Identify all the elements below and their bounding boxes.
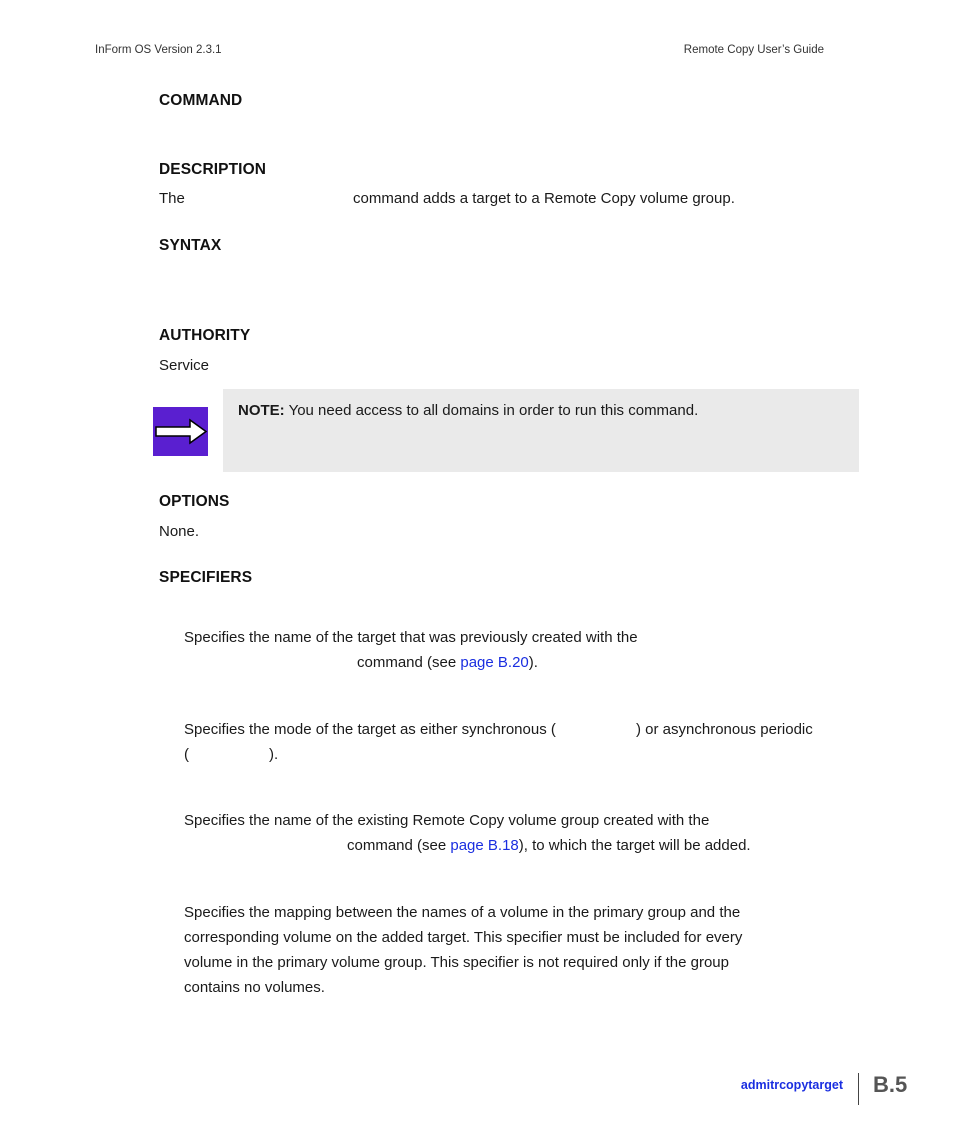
running-header-right: Remote Copy User’s Guide [683, 44, 824, 56]
note-message: You need access to all domains in order to run this command. [288, 402, 699, 419]
specifier-mapping-line4: contains no volumes. [184, 979, 325, 996]
specifier-mode-line1a: Specifies the mode of the target as either synchronous ( [184, 721, 556, 738]
note-text [238, 398, 698, 423]
specifier-target-line2 [357, 650, 538, 675]
link-page-b20[interactable]: page B.20 [460, 654, 529, 671]
heading-syntax: SYNTAX [159, 237, 222, 254]
specifier-target-text: command (see [357, 654, 461, 671]
link-page-b18[interactable]: page B.18 [450, 837, 519, 854]
specifier-group-line1: Specifies the name of the existing Remote Copy volume group created with the [184, 812, 710, 829]
specifier-group-line2 [347, 833, 751, 858]
heading-authority: AUTHORITY [159, 327, 251, 344]
heading-command: COMMAND [159, 92, 243, 109]
footer-divider [858, 1073, 859, 1105]
heading-description: DESCRIPTION [159, 161, 267, 178]
specifier-mapping-line1: Specifies the mapping between the names of a volume in the primary group and the [184, 904, 741, 921]
specifier-mapping-line3: volume in the primary volume group. This specifier is not required only if the group [184, 954, 729, 971]
arrow-right-icon [153, 407, 208, 456]
options-value: None. [159, 523, 200, 540]
specifier-mode-line1b: ) or asynchronous periodic [636, 721, 813, 738]
specifier-mode-line2a: ( [184, 746, 189, 763]
page-number: B.5 [873, 1072, 908, 1097]
heading-specifiers: SPECIFIERS [159, 569, 253, 586]
authority-value: Service [159, 357, 210, 374]
specifier-group-text: command (see [347, 837, 451, 854]
specifier-group-text-end: ), to which the target will be added. [518, 837, 751, 854]
specifier-mode-line2b: ). [269, 746, 279, 763]
note-label: NOTE: [238, 402, 285, 419]
description-text: command adds a target to a Remote Copy volume group. [353, 190, 735, 207]
specifier-mapping-line2: corresponding volume on the added target. This specifier must be included for every [184, 929, 743, 946]
description-prefix: The [159, 190, 185, 207]
specifier-target-line1: Specifies the name of the target that was previously created with the [184, 629, 638, 646]
specifier-target-text-end: ). [528, 654, 538, 671]
heading-options: OPTIONS [159, 493, 230, 510]
footer-command-link[interactable]: admitrcopytarget [740, 1078, 843, 1092]
running-header-left: InForm OS Version 2.3.1 [95, 44, 222, 56]
